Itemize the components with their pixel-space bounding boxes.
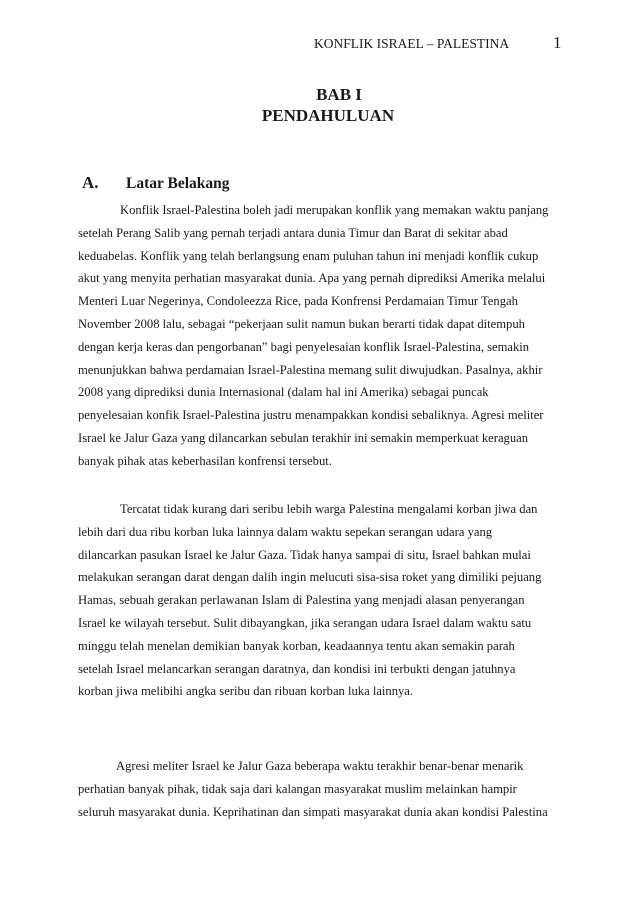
- page-header: [0, 33, 638, 58]
- text-line: melakukan serangan darat dengan dalih ingin melucuti sisa-sisa roket yang dimiliki pejuang: [78, 570, 542, 585]
- text-line: setelah Israel melancarkan serangan daratnya, dan kondisi ini terbukti dengan jatuhnya: [78, 661, 516, 676]
- paragraph-2: [78, 498, 562, 703]
- text-line: dilancarkan pasukan Israel ke Jalur Gaza. Tidak hanya sampai di situ, Israel bahkan mulai: [78, 547, 531, 562]
- paragraph-3: [78, 755, 562, 823]
- section-title: Latar Belakang: [126, 175, 230, 192]
- text-line: minggu telah menelan demikian banyak korban, keadaannya tentu akan semakin parah: [78, 638, 515, 653]
- text-line: dengan kerja keras dan pengorbanan” bagi penyelesaian konflik Israel-Palestina, semakin: [78, 339, 530, 354]
- text-line: Hamas, sebuah gerakan perlawanan Islam di Palestina yang menjadi alasan penyerangan: [78, 593, 525, 608]
- chapter-title: PENDAHULUAN: [261, 106, 395, 125]
- section-letter: A.: [82, 173, 99, 192]
- chapter-heading: [0, 84, 638, 126]
- text-line: November 2008 lalu, sebagai “pekerjaan sulit namun bukan berarti tidak dapat ditempuh: [78, 316, 525, 331]
- text-line: Konflik Israel-Palestina boleh jadi merupakan konflik yang memakan waktu panjang: [120, 203, 549, 217]
- text-line: banyak pihak atas keberhasilan konfrensi tersebut.: [78, 453, 332, 468]
- text-line: penyelesaian konfik Israel-Palestina justru menampakkan kondisi sebaliknya. Agresi meliter: [78, 408, 544, 423]
- text-line: Agresi meliter Israel ke Jalur Gaza beberapa waktu terakhir benar-benar menarik: [116, 759, 524, 773]
- text-line: Tercatat tidak kurang dari seribu lebih warga Palestina mengalami korban jiwa dan: [120, 502, 538, 516]
- section-heading: [82, 173, 230, 193]
- text-line: lebih dari dua ribu korban luka lainnya dalam waktu sepekan serangan udara yang: [78, 524, 493, 539]
- text-line: menunjukkan bahwa perdamaian Israel-Palestina memang sulit diwujudkan. Pasalnya, akhir: [78, 362, 543, 377]
- text-line: seluruh masyarakat dunia. Keprihatinan dan simpati masyarakat dunia akan kondisi Palestina: [78, 804, 548, 819]
- text-line: Israel ke Jalur Gaza yang dilancarkan sebulan terakhir ini semakin memperkuat keraguan: [78, 430, 529, 445]
- page-number: 1: [553, 33, 562, 52]
- text-line: korban jiwa melibihi angka seribu dan ribuan korban luka lainnya.: [78, 684, 414, 699]
- text-line: keduabelas. Konflik yang telah berlangsung enam puluhan tahun ini menjadi konflik cukup: [78, 248, 539, 263]
- running-title: KONFLIK ISRAEL – PALESTINA: [314, 36, 510, 51]
- text-line: perhatian banyak pihak, tidak saja dari kalangan masyarakat muslim melainkan hampir: [78, 781, 517, 796]
- text-line: setelah Perang Salib yang pernah terjadi antara dunia Timur dan Barat di sekitar abad: [78, 225, 508, 240]
- chapter-number: BAB I: [316, 85, 362, 104]
- text-line: Israel ke wilayah tersebut. Sulit dibayangkan, jika serangan udara Israel dalam waktu satu: [78, 615, 532, 630]
- text-line: Menteri Luar Negerinya, Condoleezza Rice, pada Konfrensi Perdamaian Timur Tengah: [78, 294, 518, 309]
- text-line: akut yang menyita perhatian masyarakat dunia. Apa yang pernah diprediksi Amerika melalui: [78, 271, 546, 286]
- text-line: 2008 yang diprediksi dunia Internasional (dalam hal ini Amerika) sebagai puncak: [78, 385, 489, 400]
- paragraph-1: [78, 199, 562, 473]
